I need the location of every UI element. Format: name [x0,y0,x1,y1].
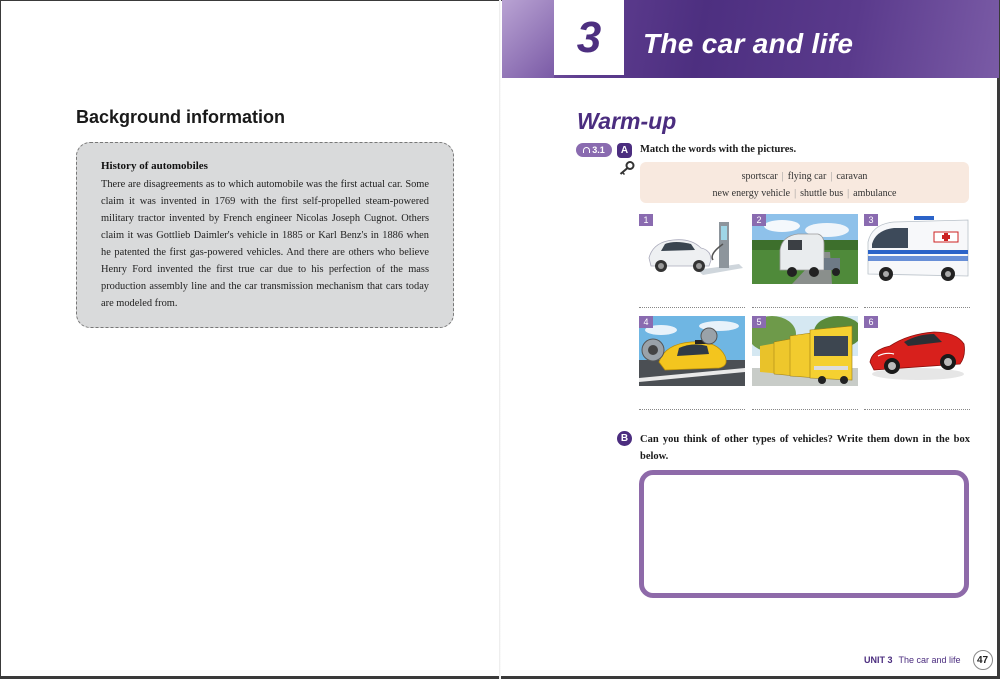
audio-track-badge[interactable] [576,143,612,157]
part-a-marker: A [617,143,632,158]
headphone-icon [583,147,590,153]
warm-up-title: Warm-up [577,108,677,134]
background-info-heading: Background information [76,107,286,127]
word-caravan: caravan [836,171,868,182]
history-info-box [76,142,454,328]
picture-2-caravan [752,214,858,284]
page-number: 47 [973,650,993,670]
key-icon [619,161,635,175]
picture-number: 5 [752,316,766,328]
footer-unit-title: The car and life [898,655,961,665]
page-footer [864,650,993,670]
answer-line-2[interactable] [752,307,858,308]
picture-4-flying-car [639,316,745,386]
picture-number: 6 [864,316,878,328]
answer-line-1[interactable] [639,307,745,308]
picture-number: 4 [639,316,653,328]
word-new-energy-vehicle: new energy vehicle [712,188,791,199]
history-body: There are disagreements as to which automobile was the first actual car. Some claim it was invented in 1769 with the first self-propelled steam-powered military tractor invented by French engineer Nicolas Joseph Cugnot. Others claim it was Gottlieb Daimler's vehicle in 1885 or Karl Benz's in 1886 when he patented the first gas-powered vehicles. And there are others who believe Henry Ford invented the first true car due to his perfection of the mass production assembly line and the car transmission mechanism that cars today are modeled from. [101,179,429,309]
word-bank [640,162,969,203]
part-b-instruction: Can you think of other types of vehicles? Write them down in the box below. [640,434,970,462]
word-separator: | [847,188,850,199]
word-ambulance: ambulance [853,188,897,199]
banner-stripe [502,0,554,78]
footer-unit-label: UNIT 3 [864,655,893,665]
word-sportscar: sportscar [741,171,778,182]
answer-line-6[interactable] [864,409,970,410]
unit-number-box [554,0,624,75]
word-bank-row-1 [640,168,969,185]
unit-title: The car and life [643,28,854,59]
picture-number: 2 [752,214,766,226]
picture-number: 3 [864,214,878,226]
word-bank-row-2 [640,185,969,202]
picture-6-sportscar [864,316,970,386]
picture-1-electric-car [639,214,745,284]
picture-number: 1 [639,214,653,226]
vehicles-answer-box[interactable] [639,470,969,598]
answer-line-3[interactable] [864,307,970,308]
word-separator: | [830,171,833,182]
word-flying-car: flying car [787,171,827,182]
unit-number: 3 [576,12,602,62]
word-separator: | [781,171,784,182]
answer-line-4[interactable] [639,409,745,410]
picture-5-shuttle-bus [752,316,858,386]
audio-track-number: 3.1 [592,145,605,155]
word-shuttle-bus: shuttle bus [800,188,844,199]
picture-3-ambulance [864,214,970,284]
part-b-marker: B [617,431,632,446]
book-spine [499,0,501,679]
word-separator: | [794,188,797,199]
answer-line-5[interactable] [752,409,858,410]
part-a-instruction: Match the words with the pictures. [640,144,797,155]
history-title: History of automobiles [101,160,208,172]
